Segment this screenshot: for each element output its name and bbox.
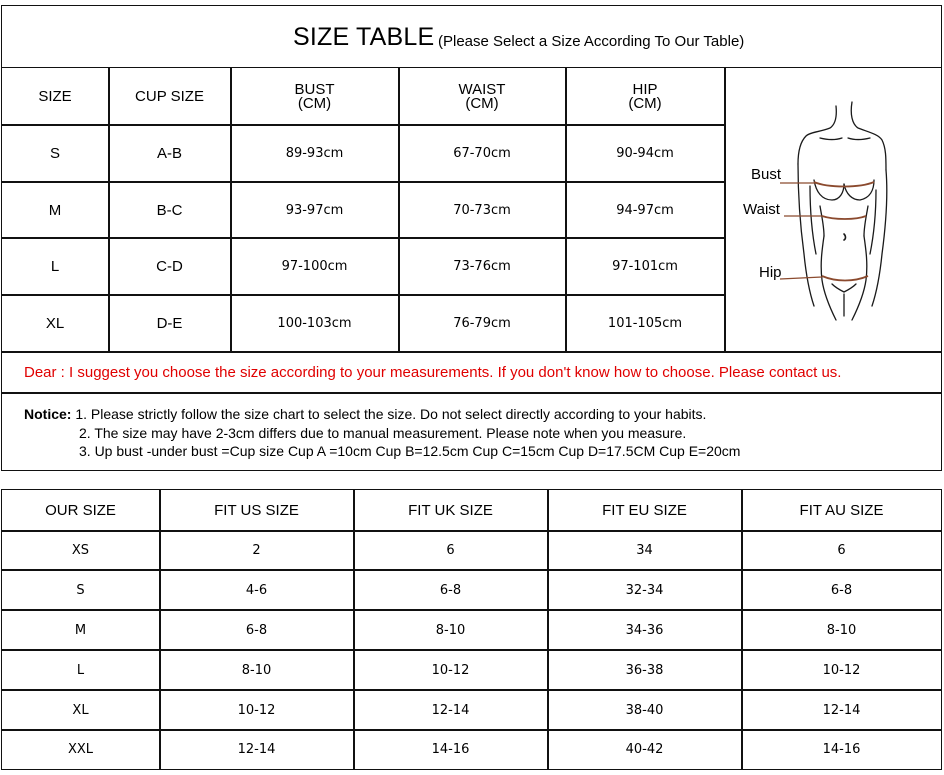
- conv-row-xxl-uk: 14-16: [431, 741, 470, 757]
- conv-row-xs-uk: 6: [446, 543, 455, 558]
- conv-row-m-au: 8-10: [826, 622, 857, 638]
- notice-line-1: [24, 406, 706, 422]
- size-row-xl-size: XL: [45, 314, 65, 332]
- conv-row-xs-eu: 34: [636, 543, 653, 558]
- notice-line-2: 2. The size may have 2-3cm differs due to manual measurement. Please note when you measure.: [79, 424, 687, 441]
- notice-line-1-text: 1. Please strictly follow the size chart to select the size. Do not select directly according to your habits.: [75, 406, 707, 422]
- size-row-m-cup: B-C: [156, 201, 183, 219]
- conv-row-m-uk: 8-10: [435, 622, 466, 638]
- conv-row-s-us: 4-6: [245, 582, 268, 598]
- size-row-m-waist: 70-73cm: [453, 202, 511, 218]
- conv-row-xl-uk: 12-14: [431, 702, 470, 718]
- conv-row-xxl-au: 14-16: [822, 741, 861, 757]
- size-table-title: [2, 6, 941, 68]
- header-waist-unit: (CM): [465, 94, 499, 112]
- conv-row-l-us: 8-10: [241, 662, 272, 678]
- header-bust-label: BUST: [294, 80, 335, 98]
- hip-label: Hip: [759, 264, 782, 281]
- size-row-xl-waist: 76-79cm: [453, 315, 511, 331]
- dear-message: Dear : I suggest you choose the size according to your measurements. If you don't know how to choose. Please contact us.: [24, 364, 842, 381]
- size-row-xl-bust: 100-103cm: [277, 315, 352, 331]
- conv-row-s-au: 6-8: [830, 582, 853, 598]
- conv-header-eu: FIT EU SIZE: [602, 501, 687, 519]
- title-sub: (Please Select a Size According To Our Table): [438, 33, 745, 50]
- conv-row-s-our: S: [76, 582, 85, 598]
- conv-row-xxl-our: XXL: [67, 741, 94, 757]
- size-table: [1, 5, 942, 471]
- size-row-xl-cup: D-E: [156, 314, 183, 332]
- size-row-xl-hip: 101-105cm: [607, 315, 683, 331]
- conv-row-s-uk: 6-8: [439, 582, 462, 598]
- size-row-s-waist: 67-70cm: [453, 145, 511, 161]
- size-row-l-bust: 97-100cm: [281, 258, 348, 274]
- conv-row-l-au: 10-12: [822, 662, 861, 678]
- size-row-s-size: S: [49, 144, 60, 162]
- conv-row-xs-au: 6: [837, 543, 846, 558]
- header-waist: [399, 68, 565, 125]
- conv-row-s-eu: 32-34: [625, 582, 664, 598]
- notice-line-3: 3. Up bust -under bust =Cup size Cup A =10cm Cup B=12.5cm Cup C=15cm Cup D=17.5CM Cup E=20cm: [79, 443, 741, 459]
- conv-row-xs-our: XS: [71, 543, 90, 558]
- conv-row-xs-us: 2: [252, 543, 261, 558]
- notice: [24, 405, 740, 461]
- header-bust-unit: (CM): [297, 94, 332, 112]
- conv-header-uk: FIT UK SIZE: [408, 501, 493, 519]
- size-row-m-hip: 94-97cm: [616, 202, 674, 218]
- size-row-m-bust: 93-97cm: [285, 202, 344, 218]
- conv-header-our-size: OUR SIZE: [45, 501, 116, 519]
- header-size: SIZE: [38, 88, 72, 105]
- size-row-l-waist: 73-76cm: [453, 258, 511, 274]
- size-row-s-cup: A-B: [156, 144, 182, 162]
- header-hip-unit: (CM): [628, 94, 662, 112]
- header-waist-label: WAIST: [458, 80, 506, 98]
- size-row-s-bust: 89-93cm: [285, 145, 344, 161]
- conv-row-l-our: L: [76, 662, 85, 678]
- size-row-s-hip: 90-94cm: [616, 145, 674, 161]
- size-row-m-size: M: [48, 201, 62, 219]
- bust-label: Bust: [751, 166, 782, 183]
- size-row-l-hip: 97-101cm: [612, 258, 678, 274]
- conv-row-xxl-eu: 40-42: [625, 741, 664, 757]
- title-main: SIZE TABLE: [293, 23, 435, 51]
- notice-label: Notice:: [24, 406, 72, 422]
- header-hip: [566, 68, 724, 125]
- size-row-l-cup: C-D: [156, 257, 183, 275]
- conv-row-m-our: M: [74, 622, 87, 638]
- conv-row-xxl-us: 12-14: [237, 741, 276, 757]
- conv-row-m-us: 6-8: [245, 622, 268, 638]
- header-cup-size: CUP SIZE: [135, 88, 204, 105]
- waist-label: Waist: [743, 201, 780, 218]
- conv-row-xl-us: 10-12: [237, 702, 276, 718]
- conv-row-xl-eu: 38-40: [625, 702, 664, 718]
- size-row-l-size: L: [50, 257, 60, 275]
- conv-row-m-eu: 34-36: [625, 622, 664, 638]
- header-hip-label: HIP: [632, 80, 658, 98]
- conv-row-xl-our: XL: [72, 702, 89, 718]
- conv-header-us: FIT US SIZE: [214, 501, 299, 519]
- header-bust: [231, 68, 398, 125]
- conversion-table: [1, 489, 942, 770]
- conv-row-l-eu: 36-38: [625, 662, 664, 678]
- conv-row-l-uk: 10-12: [431, 662, 470, 678]
- conv-header-au: FIT AU SIZE: [799, 501, 884, 519]
- conv-row-xl-au: 12-14: [822, 702, 861, 718]
